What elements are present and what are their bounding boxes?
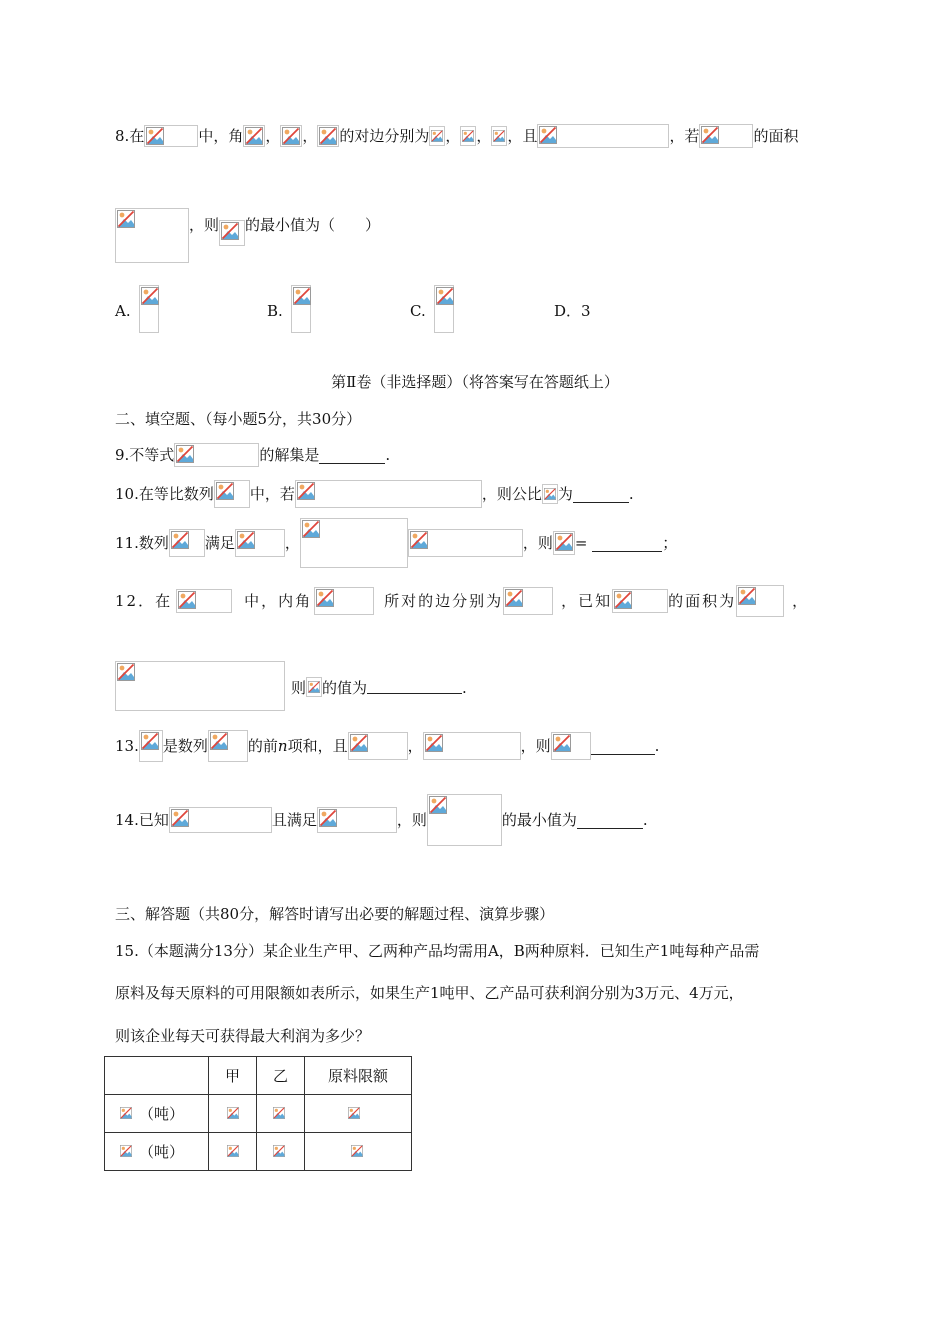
broken-image-icon [505,589,523,607]
table-cell [305,1095,412,1133]
formula-image [119,1104,139,1124]
formula-image [491,126,507,146]
text: . [385,446,391,464]
broken-image-icon [221,222,239,240]
answer-blank[interactable] [367,677,462,694]
broken-image-icon [319,127,337,145]
broken-image-icon [273,1105,285,1121]
formula-image [460,126,476,146]
broken-image-icon [282,127,300,145]
question-10 [115,480,634,508]
text: . [654,737,660,755]
text: . [628,485,634,503]
formula-image [214,480,250,508]
broken-image-icon [273,1143,285,1159]
broken-image-icon [555,533,573,551]
formula-image [272,1142,290,1162]
material-table [104,1056,412,1171]
table-header-cell: 乙 [257,1057,305,1095]
text: 在 [129,127,145,145]
broken-image-icon [117,210,135,228]
text: 的值为 [322,679,368,697]
formula-image [429,126,445,146]
text: 为 [557,485,573,503]
formula-image [317,125,339,147]
broken-image-icon [308,679,320,695]
broken-image-icon [117,663,135,681]
text: ， [407,737,423,755]
text: ， [507,127,523,145]
text: ，则公比 [481,485,542,503]
text: 的最小值为 [501,811,577,829]
formula-image [699,124,753,148]
text: 14.已知 [115,811,169,829]
option-d[interactable] [554,299,591,322]
broken-image-icon [210,732,228,750]
text: 9.不等式 [115,446,175,464]
formula-image [115,208,189,263]
text: ， [445,127,461,145]
broken-image-icon [348,1105,360,1121]
formula-image [314,587,374,615]
broken-image-icon [146,127,164,145]
text: 且 [522,127,538,145]
formula-image [280,125,302,147]
text: 的面积 [753,127,799,145]
unit-label: （吨） [139,1105,185,1123]
text: 中，角 [198,127,244,145]
broken-image-icon [350,734,368,752]
table-cell [305,1133,412,1171]
question-number: 8. [115,127,130,145]
broken-image-icon [216,482,234,500]
section-3-heading: 三、解答题（共80分，解答时请写出必要的解题过程、演算步骤） [115,905,555,923]
option-label: B. [267,302,283,320]
formula-image [226,1104,240,1124]
broken-image-icon [302,520,320,538]
formula-image [272,1104,290,1124]
broken-image-icon [544,486,556,502]
text: 且满足 [271,811,317,829]
question-13 [115,730,659,762]
option-label: C. [410,302,426,320]
formula-image [551,732,591,760]
formula-image [612,589,668,613]
text: n [277,737,288,755]
text: ，则 [520,737,551,755]
formula-image [503,587,553,615]
formula-image [350,1142,366,1162]
broken-image-icon [738,587,756,605]
broken-image-icon [701,126,719,144]
formula-image [736,585,784,617]
broken-image-icon [141,732,159,750]
text: ，则 [396,811,427,829]
unit-label: （吨） [139,1143,185,1161]
formula-image [169,529,205,557]
formula-image [553,531,575,555]
table-cell [257,1095,305,1133]
formula-image [537,124,669,148]
question-14 [115,794,648,846]
broken-image-icon [614,591,632,609]
table-header-row [105,1057,412,1095]
broken-image-icon [316,589,334,607]
answer-blank[interactable] [591,738,655,755]
formula-image [119,1142,139,1162]
text: 的前 [247,737,278,755]
broken-image-icon [245,127,263,145]
formula-image [306,677,322,697]
broken-image-icon [141,287,159,305]
formula-image [139,730,163,762]
formula-image [423,732,521,760]
text: 项和，且 [287,737,348,755]
formula-image [408,529,523,557]
text: 的面积为 [668,592,737,610]
table-header-cell [105,1057,209,1095]
question-15-line3: 则该企业每天可获得最大利润为多少？ [115,1027,371,1045]
text: 所对的边分别为 [384,592,504,610]
broken-image-icon [120,1143,132,1159]
broken-image-icon [227,1105,239,1121]
question-8-line1 [115,124,798,148]
table-cell [257,1133,305,1171]
question-9 [115,443,390,467]
broken-image-icon [237,531,255,549]
formula-image [317,807,397,833]
broken-image-icon [319,809,337,827]
broken-image-icon [227,1143,239,1159]
table-row [105,1133,412,1171]
text: . [462,679,467,697]
option-label: A. [115,302,131,320]
text: 的最小值为（ ） [245,216,381,234]
broken-image-icon [410,531,428,549]
question-8-line2 [115,208,380,263]
question-15-line2: 原料及每天原料的可用限额如表所示，如果生产1吨甲、乙产品可获利润分别为3万元、4万元， [115,984,744,1002]
text: 13. [115,737,139,755]
formula-image [174,443,259,467]
answer-blank[interactable] [592,535,662,552]
text: 11.数列 [115,534,169,552]
broken-image-icon [429,796,447,814]
broken-image-icon [462,128,474,144]
formula-image [235,529,285,557]
broken-image-icon [436,287,454,305]
text: 12．在 [115,592,173,610]
text: ； [662,534,678,552]
formula-image [434,285,454,333]
formula-image [115,661,285,711]
part-2-title: 第Ⅱ卷（非选择题）（将答案写在答题纸上） [331,373,619,391]
broken-image-icon [539,126,557,144]
formula-image [219,220,245,246]
question-11 [115,518,677,568]
text: ，则 [522,534,553,552]
broken-image-icon [171,531,189,549]
formula-image [295,480,482,508]
text: ，若 [669,127,700,145]
text: 满足 [204,534,235,552]
text: 的解集是 [259,446,320,464]
text: . [642,811,648,829]
broken-image-icon [425,734,443,752]
answer-blank[interactable] [319,447,385,464]
text: ，已知 [561,592,613,610]
formula-image [347,1104,369,1124]
text: ， [792,592,810,610]
text: = [574,534,593,552]
formula-image [427,794,502,846]
question-12-line2 [115,661,467,711]
table-cell [209,1095,257,1133]
broken-image-icon [293,287,311,305]
option-a[interactable] [115,285,159,333]
question-12-line1 [115,585,809,617]
broken-image-icon [431,128,443,144]
text: 中，内角 [244,592,313,610]
formula-image [169,807,272,833]
text: 则 [291,679,307,697]
formula-image [348,732,408,760]
formula-image [176,589,232,613]
table-cell [105,1095,209,1133]
question-15-line1: 15.（本题满分13分）某企业生产甲、乙两种产品均需用A，B两种原料．已知生产1吨每种产品需 [115,942,760,960]
option-b[interactable] [267,285,311,333]
text: ， [476,127,492,145]
formula-image [226,1142,240,1162]
formula-image [291,285,311,333]
text: ， [265,127,281,145]
broken-image-icon [171,809,189,827]
broken-image-icon [178,591,196,609]
broken-image-icon [120,1105,132,1121]
formula-image [208,730,248,762]
formula-image [144,125,198,147]
formula-image [243,125,265,147]
text: 的对边分别为 [339,127,430,145]
broken-image-icon [553,734,571,752]
formula-image [139,285,159,333]
formula-image [542,484,558,504]
broken-image-icon [176,445,194,463]
formula-image [300,518,408,568]
option-label: D．3 [554,302,591,320]
text: ， [284,534,300,552]
table-cell [105,1133,209,1171]
text: 10.在等比数列 [115,485,214,503]
section-2-heading: 二、填空题、（每小题5分，共30分） [115,410,362,428]
text: 是数列 [162,737,208,755]
answer-blank[interactable] [573,486,629,503]
answer-blank[interactable] [577,812,643,829]
table-cell [209,1133,257,1171]
broken-image-icon [297,482,315,500]
table-header-cell: 甲 [209,1057,257,1095]
table-row [105,1095,412,1133]
broken-image-icon [493,128,505,144]
broken-image-icon [351,1143,363,1159]
text: ， [302,127,318,145]
text: 中，若 [249,485,295,503]
table-header-cell: 原料限额 [305,1057,412,1095]
text: ，则 [189,216,220,234]
option-c[interactable] [410,285,454,333]
